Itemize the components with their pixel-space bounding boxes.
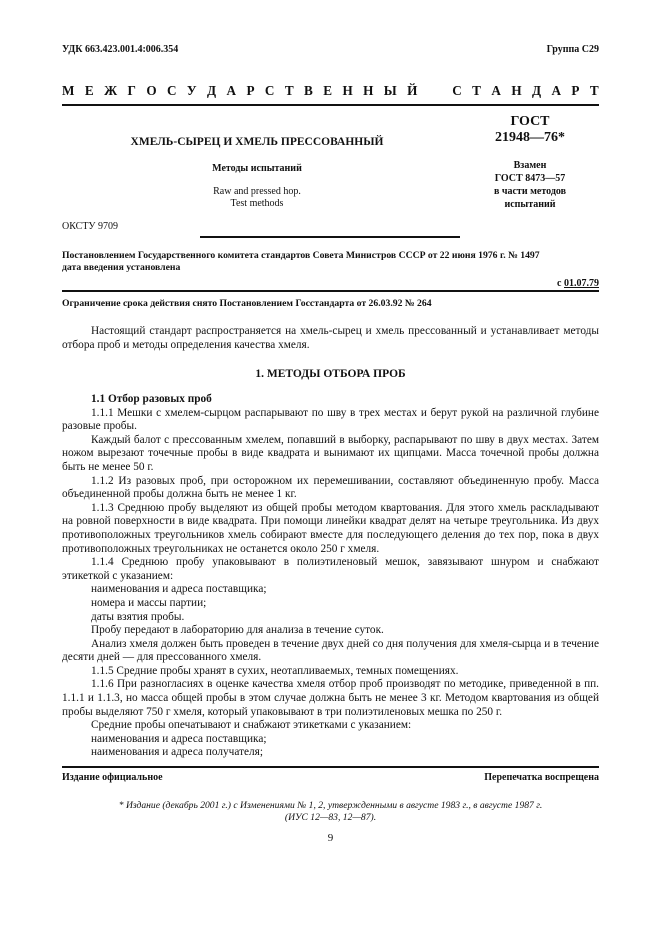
replaced-standard: ГОСТ 8473—57 bbox=[494, 173, 566, 184]
banner-letter: Д bbox=[207, 83, 217, 98]
banner-letter: Г bbox=[127, 83, 136, 98]
lab-paragraph: Пробу передают в лабораторию для анализа в течение суток. bbox=[91, 624, 384, 637]
list-item: наименования и адреса получателя; bbox=[91, 746, 263, 759]
banner-letter: Н bbox=[363, 83, 374, 98]
document-subtitle: Методы испытаний bbox=[212, 163, 302, 174]
intro-paragraph bbox=[62, 325, 599, 352]
banner-letter: Т bbox=[284, 83, 294, 98]
replaced-scope-2: испытаний bbox=[504, 199, 556, 210]
replaces-label: Взамен bbox=[513, 160, 547, 171]
clause-1-1-1: 1.1.1 Мешки с хмелем-сырцом распарывают по шву в трех местах и берут рукой на различной глубине разовые пробы. bbox=[62, 406, 599, 433]
section-1-heading: 1. МЕТОДЫ ОТБОРА ПРОБ bbox=[255, 368, 406, 380]
clause-1-1-5: 1.1.5 Средние пробы хранят в сухих, неотапливаемых, темных помещениях. bbox=[91, 664, 459, 677]
banner-letter: С bbox=[166, 83, 177, 98]
intro-text: Настоящий стандарт распространяется на хмель-сырец и хмель прессованный и устанавливает методы отбора проб и методы определения качества хмеля. bbox=[62, 325, 599, 351]
banner-letter: Е bbox=[84, 83, 94, 98]
group-code: Группа С29 bbox=[546, 44, 599, 55]
banner-letter: А bbox=[551, 83, 561, 98]
banner-letter: Р bbox=[246, 83, 255, 98]
labels-paragraph: Средние пробы опечатывают и снабжают этикетками с указанием: bbox=[91, 719, 412, 732]
clause-1-1-3: 1.1.3 Среднюю пробу выделяют из общей пробы методом квартования. Для этого хмель раскладывают на ровной поверхности в виде квадрата. При помощи линейки квадрат делят на четыре треугольника. Из двух противоположных треугольников хмель собирают вместе для последующего деления до тех пор, пока в двух противоположных треугольниках не останется около 250 г хмеля. bbox=[62, 501, 599, 555]
banner-letter: Ж bbox=[104, 83, 118, 98]
standard-banner bbox=[62, 83, 599, 99]
banner-letter: Д bbox=[531, 83, 542, 98]
page-number: 9 bbox=[327, 832, 334, 844]
limit-removed-note: Ограничение срока действия снято Постановлением Госстандарта от 26.03.92 № 264 bbox=[62, 298, 432, 309]
clause-1-1-4: 1.1.4 Среднюю пробу упаковывают в полиэтиленовый мешок, завязывают шнуром и снабжают этикеткой с указанием: bbox=[62, 556, 599, 582]
edition-footnote-2: (ИУС 12—83, 12—87). bbox=[284, 812, 377, 823]
banner-letter: Н bbox=[342, 83, 353, 98]
decree-rule bbox=[62, 290, 599, 292]
analysis-paragraph: Анализ хмеля должен быть проведен в течение двух дней со дня получения для хмеля-сырца и в течение десяти дней — для прессованного хмеля. bbox=[62, 637, 599, 664]
gost-number: 21948—76* bbox=[495, 130, 565, 145]
decree-line-2: дата введения установлена bbox=[62, 262, 181, 273]
udk-code: УДК 663.423.001.4:006.354 bbox=[62, 44, 179, 55]
list-item: даты взятия пробы. bbox=[91, 610, 185, 623]
banner-letter: А bbox=[226, 83, 237, 98]
banner-letter: С bbox=[264, 83, 275, 98]
subsection-1-1-heading: 1.1 Отбор разовых проб bbox=[91, 393, 212, 405]
section-1-body bbox=[62, 393, 599, 760]
bale-paragraph: Каждый балот с прессованным хмелем, попавший в выборку, распарывают по шву в двух местах. Затем ножом вырезают точечные пробы в виде квадрата и вынимают их щипцами. Масса точечной пробы должна быть не менее 50 г. bbox=[62, 433, 599, 473]
decree-line-1: Постановлением Государственного комитета стандартов Совета Министров СССР от 22 июня 1976 г. № 1497 bbox=[62, 250, 540, 261]
banner-letter: У bbox=[186, 83, 197, 98]
banner-letter: Ы bbox=[383, 83, 397, 98]
banner-letter: Н bbox=[511, 83, 522, 98]
banner-letter: Т bbox=[589, 83, 599, 98]
list-item: наименования и адреса поставщика; bbox=[91, 732, 267, 745]
banner-letter: Е bbox=[323, 83, 333, 98]
effective-date-value: 01.07.79 bbox=[564, 278, 599, 289]
banner-rule bbox=[62, 104, 599, 106]
banner-letter: О bbox=[146, 83, 157, 98]
english-title-line-2: Test methods bbox=[230, 198, 284, 209]
effective-date bbox=[557, 278, 599, 290]
gost-label: ГОСТ bbox=[510, 114, 550, 129]
list-item: номера и массы партии; bbox=[91, 596, 207, 609]
banner-letter: А bbox=[491, 83, 501, 98]
banner-letter: Т bbox=[472, 83, 481, 98]
footer-rule bbox=[62, 766, 599, 768]
english-title-line-1: Raw and pressed hop. bbox=[213, 186, 301, 197]
replaced-scope-1: в части методов bbox=[493, 186, 567, 197]
document-title: ХМЕЛЬ-СЫРЕЦ И ХМЕЛЬ ПРЕССОВАННЫЙ bbox=[130, 136, 384, 148]
clause-1-1-6: 1.1.6 При разногласиях в оценке качества хмеля отбор проб производят по методике, приведенной в пп. 1.1.1 и 1.1.3, но масса общей пробы в этом случае должна быть не менее 3 кг. Методом квартования из общей пробы выделяют 750 г хмеля, который упаковывают в три полиэтиленовых мешка по 250 г. bbox=[62, 678, 599, 718]
clause-1-1-2: 1.1.2 Из разовых проб, при осторожном их перемешивании, составляют объединенную пробу. Масса объединенной пробы должна быть не менее 1 кг. bbox=[62, 474, 599, 501]
banner-gap bbox=[428, 83, 442, 99]
oksty-code: ОКСТУ 9709 bbox=[62, 221, 119, 232]
banner-letter: С bbox=[452, 83, 462, 98]
banner-letter: Р bbox=[571, 83, 580, 98]
banner-letter: М bbox=[62, 83, 75, 98]
effective-date-prefix: с bbox=[557, 278, 564, 289]
banner-letter: Й bbox=[407, 83, 418, 98]
reprint-forbidden: Перепечатка воспрещена bbox=[484, 772, 599, 783]
edition-footnote-1: * Издание (декабрь 2001 г.) с Изменениями № 1, 2, утвержденными в августе 1983 г., в августе 1987 г. bbox=[118, 800, 543, 811]
official-edition: Издание официальное bbox=[62, 772, 163, 783]
title-rule bbox=[200, 236, 460, 238]
list-item: наименования и адреса поставщика; bbox=[91, 583, 267, 596]
banner-letter: В bbox=[304, 83, 313, 98]
